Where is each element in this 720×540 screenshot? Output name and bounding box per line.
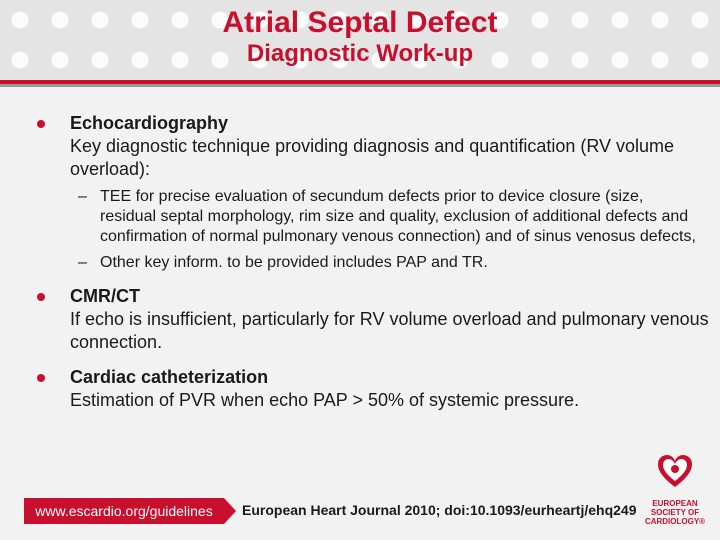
logo-wordmark [640, 499, 710, 526]
esc-logo [640, 452, 710, 532]
bullet-text: Key diagnostic technique providing diagnosis and quantification (RV volume overload): [70, 136, 675, 179]
bullet-echocardiography [0, 112, 720, 273]
esc-heart-logo-icon [655, 452, 695, 492]
bullet-dot-icon [37, 120, 45, 128]
sub-bullet-text: Other key inform. to be provided includes PAP and TR. [100, 254, 488, 271]
slide-header [0, 0, 720, 82]
dash-icon: – [78, 188, 87, 205]
guidelines-url-link[interactable]: www.escardio.org/guidelines [24, 498, 224, 524]
bullet-title: CMR/CT [70, 286, 140, 306]
header-divider-grey [0, 84, 720, 87]
journal-citation: European Heart Journal 2010; doi:10.1093/eurheartj/ehq249 [242, 502, 637, 518]
bullet-text: Estimation of PVR when echo PAP > 50% of systemic pressure. [70, 390, 580, 410]
bullet-dot-icon [37, 374, 45, 382]
bullet-title: Echocardiography [70, 113, 229, 133]
logo-line: EUROPEAN [652, 499, 698, 508]
slide-title: Atrial Septal Defect [222, 6, 498, 39]
logo-line: SOCIETY OF [650, 508, 700, 517]
sub-bullet-tee [70, 187, 700, 247]
url-arrow-icon [224, 498, 236, 524]
dash-icon: – [78, 254, 87, 271]
slide-content [0, 112, 720, 424]
slide-subtitle: Diagnostic Work-up [246, 40, 474, 67]
bullet-cmr-ct [0, 285, 720, 354]
sub-bullet-pap-tr [70, 253, 700, 273]
logo-line: CARDIOLOGY® [644, 517, 706, 526]
sub-bullet-text: TEE for precise evaluation of secundum defects prior to device closure (size, residual septal morphology, rim size and quality, exclusion of additional defects and confirmation of normal pulmonary venous connection) and of sinus venosus defects, [100, 188, 696, 245]
bullet-title: Cardiac catheterization [70, 367, 269, 387]
bullet-cardiac-catheterization [0, 366, 720, 412]
bullet-text: If echo is insufficient, particularly for RV volume overload and pulmonary venous connection. [70, 309, 709, 352]
slide-footer [0, 490, 720, 540]
bullet-dot-icon [37, 293, 45, 301]
